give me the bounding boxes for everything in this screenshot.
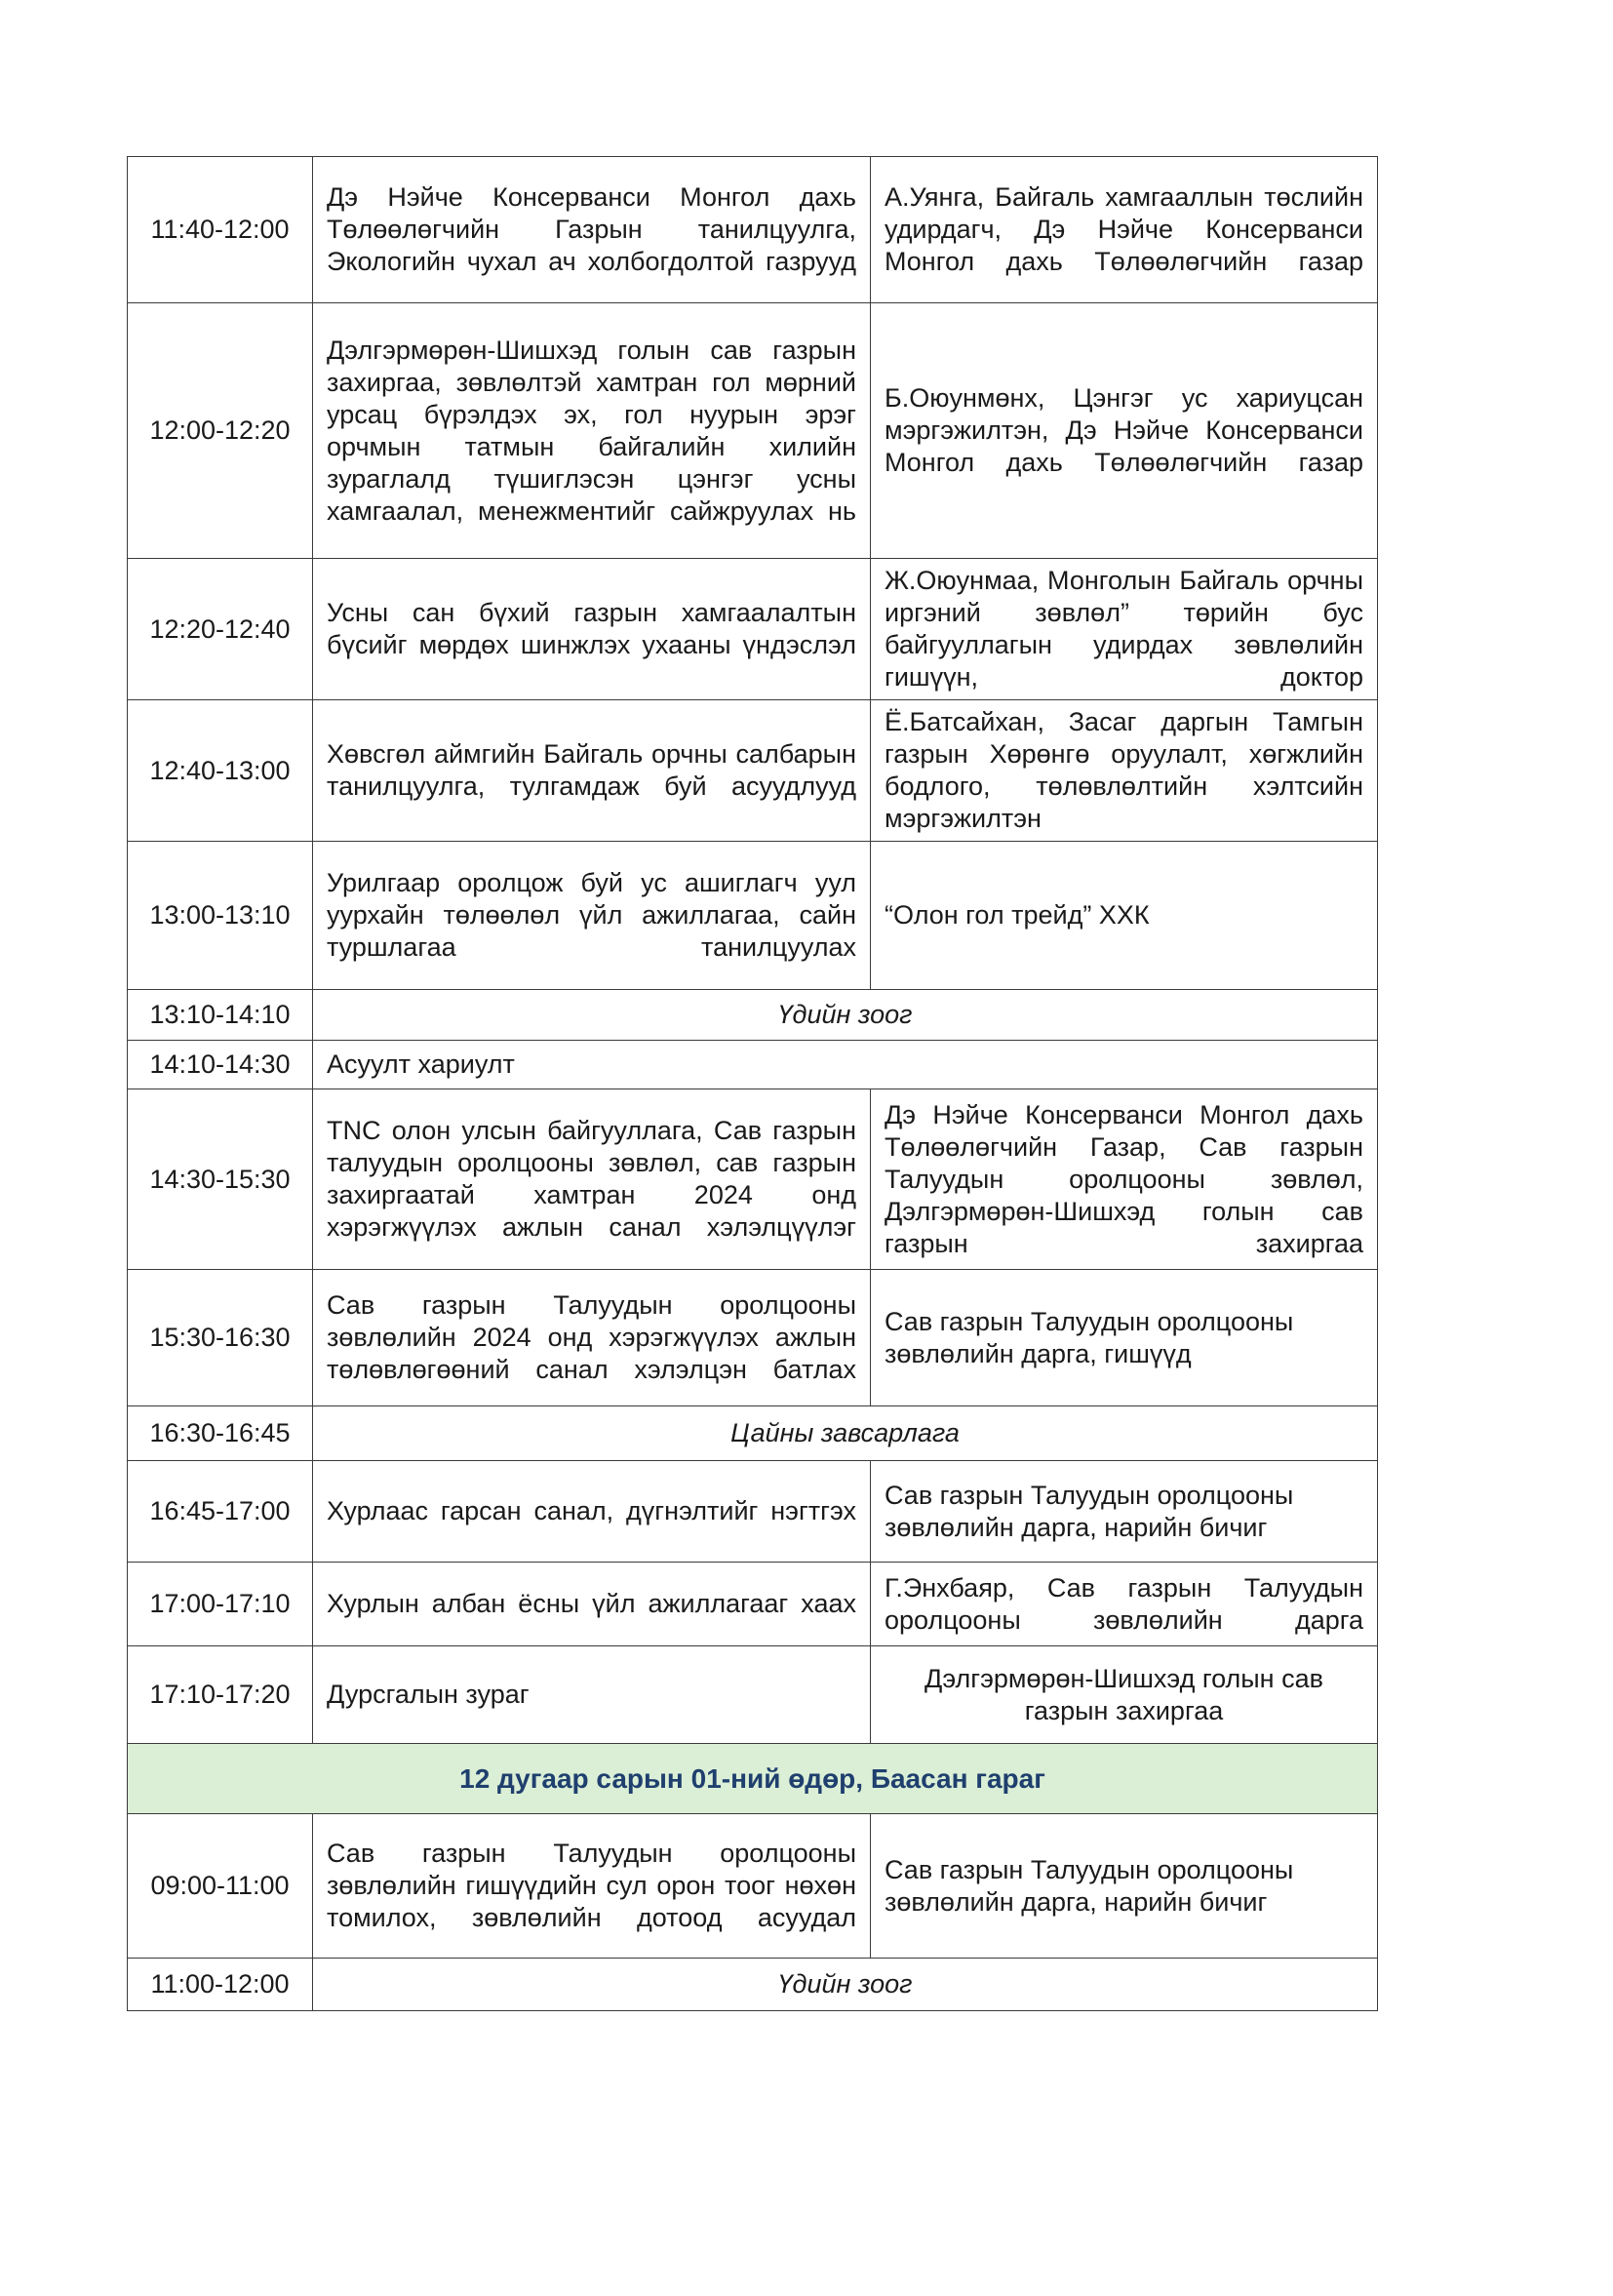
topic-cell: Сав газрын Талуудын оролцооны зөвлөлийн 2024 онд хэрэгжүүлэх ажлын төлөвлөгөөний санал хэлэлцэн батлах: [313, 1270, 871, 1406]
table-row: [128, 1089, 1378, 1270]
table-row: [128, 842, 1378, 990]
topic-cell: Сав газрын Талуудын оролцооны зөвлөлийн гишүүдийн сул орон тоог нөхөн томилох, зөвлөлийн дотоод асуудал: [313, 1814, 871, 1959]
responsible-cell: Ё.Батсайхан, Засаг даргын Тамгын газрын Хөрөнгө оруулалт, хөгжлийн бодлого, төлөвлөлтийн хэлтсийн мэргэжилтэн: [871, 700, 1378, 842]
time-cell: 13:00-13:10: [128, 842, 313, 990]
responsible-cell: Г.Энхбаяр, Сав газрын Талуудын оролцооны зөвлөлийн дарга: [871, 1563, 1378, 1646]
table-row: [128, 1461, 1378, 1563]
table-row: [128, 990, 1378, 1041]
time-cell: 09:00-11:00: [128, 1814, 313, 1959]
topic-cell: Хурлын албан ёсны үйл ажиллагааг хаах: [313, 1563, 871, 1646]
topic-cell: Дэ Нэйче Консерванси Монгол дахь Төлөөлөгчийн Газрын танилцуулга, Экологийн чухал ач холбогдолтой газрууд: [313, 157, 871, 303]
lunch-break-label: Үдийн зоог: [313, 1959, 1378, 2011]
time-cell: 14:30-15:30: [128, 1089, 313, 1270]
responsible-cell: Б.Оюунмөнх, Цэнгэг ус хариуцсан мэргэжилтэн, Дэ Нэйче Консерванси Монгол дахь Төлөөлөгчийн газар: [871, 303, 1378, 559]
tea-break-label: Цайны завсарлага: [313, 1406, 1378, 1461]
schedule-table: [127, 156, 1378, 2011]
topic-cell: Усны сан бүхий газрын хамгаалалтын бүсийг мөрдөх шинжлэх ухааны үндэслэл: [313, 559, 871, 700]
time-cell: 12:40-13:00: [128, 700, 313, 842]
responsible-cell: Дэлгэрмөрөн-Шишхэд голын сав газрын захиргаа: [871, 1646, 1378, 1744]
time-cell: 16:45-17:00: [128, 1461, 313, 1563]
table-row: [128, 559, 1378, 700]
topic-cell: Дэлгэрмөрөн-Шишхэд голын сав газрын захиргаа, зөвлөлтэй хамтран гол мөрний урсац бүрэлдэх эх, гол нуурын эрэг орчмын татмын байгалийн хилийн зураглалд түшиглэсэн цэнгэг усны хамгаалал, менежментийг сайжруулах нь: [313, 303, 871, 559]
table-row: [128, 1814, 1378, 1959]
table-row: [128, 303, 1378, 559]
time-cell: 14:10-14:30: [128, 1041, 313, 1089]
table-row: [128, 1406, 1378, 1461]
time-cell: 11:00-12:00: [128, 1959, 313, 2011]
responsible-cell: Ж.Оюунмаа, Монголын Байгаль орчны иргэний зөвлөл” төрийн бус байгууллагын удирдах зөвлөлийн гишүүн, доктор: [871, 559, 1378, 700]
responsible-cell: Сав газрын Талуудын оролцооны зөвлөлийн дарга, нарийн бичиг: [871, 1461, 1378, 1563]
table-row: [128, 700, 1378, 842]
responsible-cell: “Олон гол трейд” ХХК: [871, 842, 1378, 990]
time-cell: 13:10-14:10: [128, 990, 313, 1041]
time-cell: 12:00-12:20: [128, 303, 313, 559]
topic-cell: Хурлаас гарсан санал, дүгнэлтийг нэгтгэх: [313, 1461, 871, 1563]
day-header: 12 дугаар сарын 01-ний өдөр, Баасан гараг: [128, 1744, 1378, 1814]
topic-cell: TNC олон улсын байгууллага, Сав газрын талуудын оролцооны зөвлөл, сав газрын захиргаатай хамтран 2024 онд хэрэгжүүлэх ажлын санал хэлэлцүүлэг: [313, 1089, 871, 1270]
lunch-break-label: Үдийн зоог: [313, 990, 1378, 1041]
time-cell: 17:10-17:20: [128, 1646, 313, 1744]
responsible-cell: Сав газрын Талуудын оролцооны зөвлөлийн дарга, гишүүд: [871, 1270, 1378, 1406]
table-row: [128, 1270, 1378, 1406]
responsible-cell: Сав газрын Талуудын оролцооны зөвлөлийн дарга, нарийн бичиг: [871, 1814, 1378, 1959]
table-row: [128, 1563, 1378, 1646]
responsible-cell: Дэ Нэйче Консерванси Монгол дахь Төлөөлөгчийн Газар, Сав газрын Талуудын оролцооны зөвлөл, Дэлгэрмөрөн-Шишхэд голын сав газрын захиргаа: [871, 1089, 1378, 1270]
time-cell: 16:30-16:45: [128, 1406, 313, 1461]
topic-cell: Дурсгалын зураг: [313, 1646, 871, 1744]
qa-session-label: Асуулт хариулт: [313, 1041, 1378, 1089]
responsible-cell: А.Уянга, Байгаль хамгааллын төслийн удирдагч, Дэ Нэйче Консерванси Монгол дахь Төлөөлөгчийн газар: [871, 157, 1378, 303]
time-cell: 11:40-12:00: [128, 157, 313, 303]
topic-cell: Хөвсгөл аймгийн Байгаль орчны салбарын танилцуулга, тулгамдаж буй асуудлууд: [313, 700, 871, 842]
time-cell: 17:00-17:10: [128, 1563, 313, 1646]
table-row: [128, 1646, 1378, 1744]
time-cell: 15:30-16:30: [128, 1270, 313, 1406]
table-row: [128, 1959, 1378, 2011]
day-header-row: [128, 1744, 1378, 1814]
table-row: [128, 157, 1378, 303]
topic-cell: Урилгаар оролцож буй ус ашиглагч уул уурхайн төлөөлөл үйл ажиллагаа, сайн туршлагаа танилцуулах: [313, 842, 871, 990]
time-cell: 12:20-12:40: [128, 559, 313, 700]
table-row: [128, 1041, 1378, 1089]
